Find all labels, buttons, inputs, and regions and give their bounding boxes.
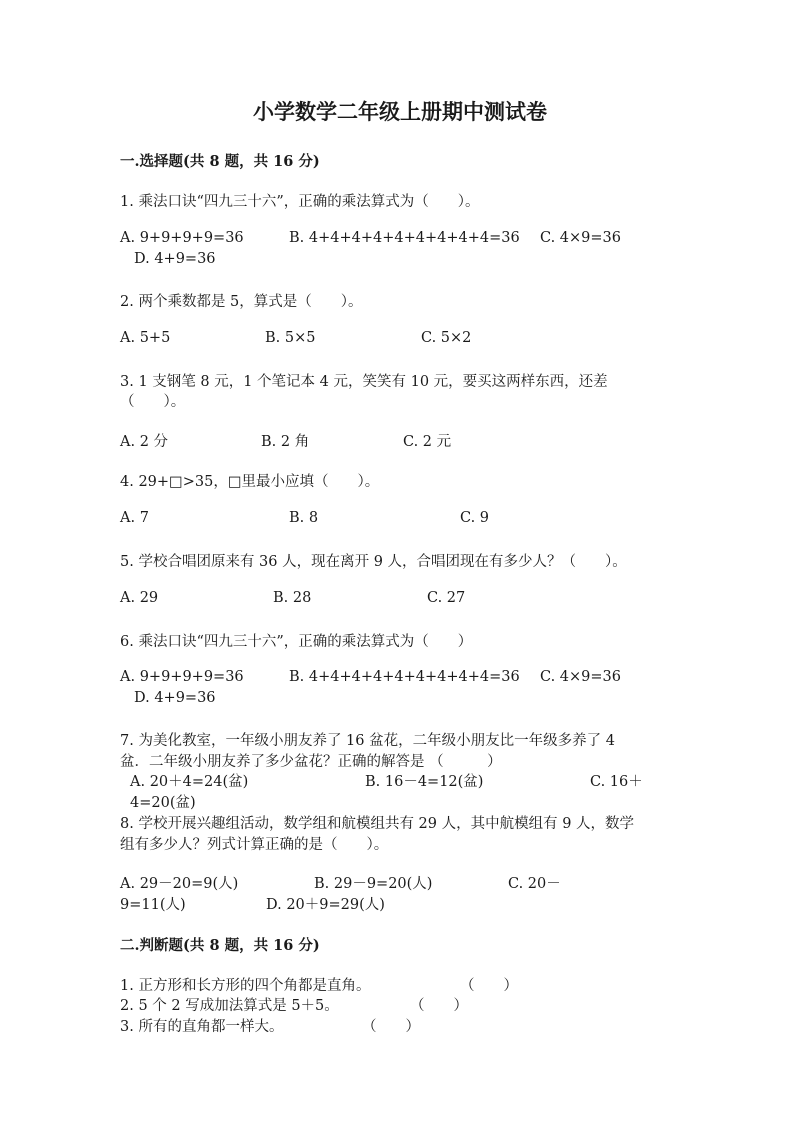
question-7-option-b: B. 16－4=12(盆) — [365, 774, 484, 790]
question-1-option-d: D. 4+9=36 — [134, 251, 216, 267]
question-4-option-c: C. 9 — [460, 510, 490, 526]
question-3-text: 3. 1 支钢笔 8 元，1 个笔记本 4 元，笑笑有 10 元，要买这两样东西，还差 — [120, 374, 608, 390]
judgement-item-2-text: 2. 5 个 2 写成加法算式是 5＋5。 — [120, 998, 339, 1014]
question-2-option-c: C. 5×2 — [421, 330, 472, 346]
question-8-option-d: D. 20＋9=29(人) — [266, 897, 385, 913]
question-8-option-a: A. 29－20=9(人) — [120, 876, 239, 892]
judgement-item-3-text: 3. 所有的直角都一样大。 — [120, 1019, 284, 1035]
question-7-option-c: C. 16＋ — [590, 774, 643, 790]
question-3-option-b: B. 2 角 — [261, 434, 310, 450]
question-7-option-c-cont: 4=20(盆) — [130, 795, 196, 811]
question-7-text: 7. 为美化教室，一年级小朋友养了 16 盆花，二年级小朋友比一年级多养了 4 — [120, 733, 615, 749]
judgement-item-1-blank: （ ） — [460, 978, 518, 994]
question-7-option-a: A. 20＋4=24(盆) — [130, 774, 249, 790]
question-2-option-a: A. 5+5 — [120, 330, 171, 346]
question-2-option-b: B. 5×5 — [265, 330, 316, 346]
question-6-option-c: C. 4×9=36 — [540, 669, 621, 685]
question-2-text: 2. 两个乘数都是 5，算式是（ ）。 — [120, 294, 363, 310]
judgement-item-2-blank: （ ） — [410, 998, 468, 1014]
question-8-option-b: B. 29－9=20(人) — [314, 876, 433, 892]
question-5-text: 5. 学校合唱团原来有 36 人，现在离开 9 人，合唱团现在有多少人？（ ）。 — [120, 554, 627, 570]
question-1-option-c: C. 4×9=36 — [540, 230, 621, 246]
question-7-text-cont: 盆．二年级小朋友养了多少盆花？正确的解答是 （ ） — [120, 754, 502, 770]
section-heading-judgement: 二.判断题(共 8 题，共 16 分) — [120, 937, 320, 954]
question-1-option-b: B. 4+4+4+4+4+4+4+4+4=36 — [289, 230, 520, 246]
question-4-option-a: A. 7 — [120, 510, 149, 526]
question-8-option-c: C. 20－ — [508, 876, 561, 892]
question-8-text: 8. 学校开展兴趣组活动，数学组和航模组共有 29 人，其中航模组有 9 人，数学 — [120, 816, 635, 832]
question-8-text-cont: 组有多少人？列式计算正确的是（ ）。 — [120, 837, 389, 853]
question-8-option-c-cont: 9=11(人) — [120, 897, 186, 913]
question-1-text: 1. 乘法口诀“四九三十六”，正确的乘法算式为（ ）。 — [120, 194, 480, 210]
question-5-option-b: B. 28 — [273, 590, 312, 606]
question-3-option-a: A. 2 分 — [120, 434, 169, 450]
question-3-text-cont: （ ）。 — [120, 394, 186, 410]
page-title: 小学数学二年级上册期中测试卷 — [253, 100, 547, 124]
question-6-option-a: A. 9+9+9+9=36 — [120, 669, 244, 685]
judgement-item-1-text: 1. 正方形和长方形的四个角都是直角。 — [120, 978, 371, 994]
question-6-option-b: B. 4+4+4+4+4+4+4+4+4=36 — [289, 669, 520, 685]
question-1-option-a: A. 9+9+9+9=36 — [120, 230, 244, 246]
question-6-text: 6. 乘法口诀“四九三十六”，正确的乘法算式为（ ） — [120, 634, 473, 650]
question-4-text: 4. 29+□>35，□里最小应填（ ）。 — [120, 474, 380, 490]
question-5-option-a: A. 29 — [120, 590, 159, 606]
question-3-option-c: C. 2 元 — [403, 434, 452, 450]
question-5-option-c: C. 27 — [427, 590, 466, 606]
section-heading-choice: 一.选择题(共 8 题，共 16 分) — [120, 153, 320, 170]
judgement-item-3-blank: （ ） — [362, 1019, 420, 1035]
question-6-option-d: D. 4+9=36 — [134, 690, 216, 706]
question-4-option-b: B. 8 — [289, 510, 319, 526]
